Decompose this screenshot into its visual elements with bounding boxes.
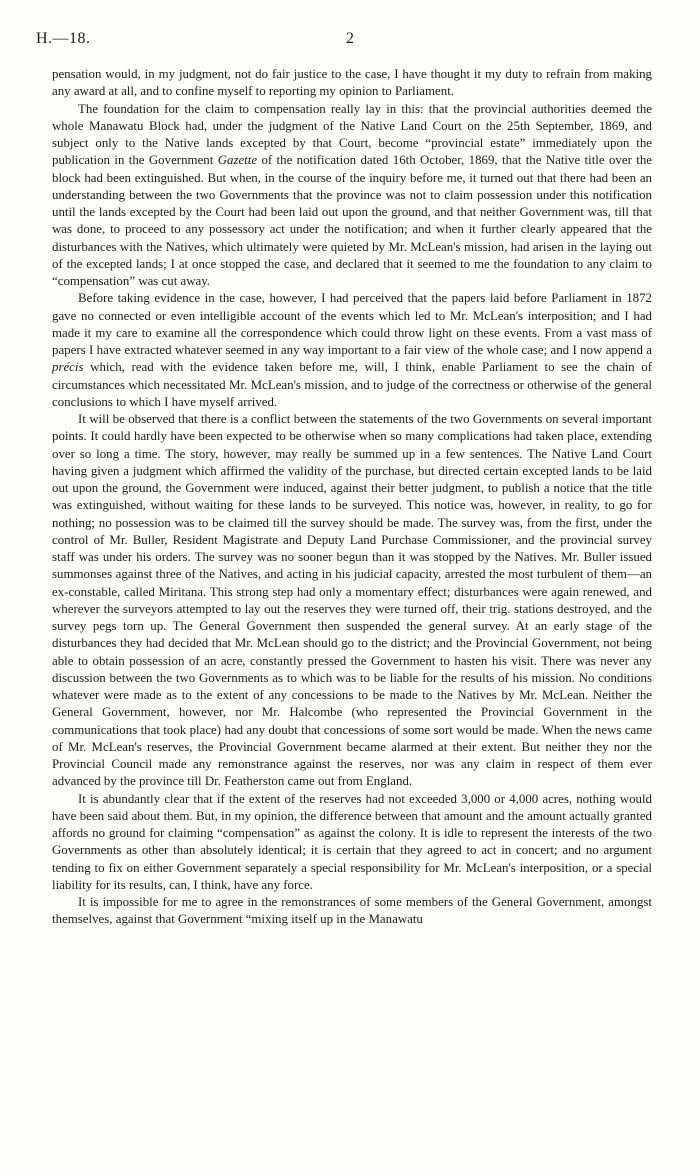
- paragraph: [52, 66, 652, 101]
- paragraph: [52, 101, 652, 291]
- body-text: [52, 66, 652, 929]
- paragraph: [52, 290, 652, 411]
- page-header: [36, 30, 664, 54]
- paragraph-text: pensation would, in my judgment, not do fair justice to the case, I have thought it my duty to refrain from making any award at all, and to confine myself to reporting my opinion to Parliament.: [52, 67, 652, 99]
- paragraph-text: It is impossible for me to agree in the remonstrances of some members of the General Government, amongst themselves, against that Government “mixing itself up in the Manawatu: [52, 895, 652, 927]
- paragraph-text: Before taking evidence in the case, however, I had perceived that the papers laid before Parliament in 1872 gave no connected or even intelligible account of the events which led to Mr. McLean's interposition; and I had made it my care to examine all the correspondence which could throw light on these events. From a vast mass of papers I have extracted whatever seemed in any way important to a fair view of the whole case; and I now append a: [52, 291, 652, 357]
- italic-text: Gazette: [217, 153, 258, 168]
- paragraph-text: which, read with the evidence taken before me, will, I think, enable Parliament to see the chain of circumstances which necessitated Mr. McLean's mission, and to judge of the correctness or otherwise of the general conclusions to which I have myself arrived.: [52, 360, 652, 409]
- paragraph-text: of the notification dated 16th October, 1869, that the Native title over the block had been extinguished. But when, in the course of the inquiry before me, it turned out that there had been an understanding between the two Governments that the province was not to claim possession under this notification until the lands excepted by the Court had been laid out upon the ground, and that neither Government was, till that was done, to proceed to any possessory act under the notification; and when it further clearly appeared that the disturbances with the Natives, which ultimately were quieted by Mr. McLean's mission, had arisen in the laying out of the excepted lands; I at once stopped the case, and declared that it seemed to me the foundation to any claim to “compensation” was cut away.: [52, 153, 652, 288]
- paragraph-text: The foundation for the claim to compensation really lay in this: that the provincial authorities deemed the whole Manawatu Block had, under the judgment of the Native Land Court on the 25th September, 1869, and subject only to the Native lands excepted by that Court, become “provincial estate” immediately upon the publication in the Government: [52, 101, 652, 168]
- paragraph: [52, 411, 652, 791]
- paragraph-text: It will be observed that there is a conflict between the statements of the two Governments on several important points. It could hardly have been expected to be otherwise when so many complications had taken place, extending over so long a time. The story, however, may really be summed up in a few sentences. The Native Land Court having given a judgment which affirmed the validity of the purchase, but directed certain excepted lands to be laid out upon the ground, the Government were induced, against their better judgment, to publish a notice that the title was extinguished, without waiting for these lands to be surveyed. This notice was, however, in reality, to go for nothing; no possession was to be claimed till the survey should be made. The survey was, from the first, under the control of Mr. Buller, Resident Magistrate and Deputy Land Purchase Commissioner, and the provincial survey staff was under his orders. The survey was no sooner begun than it was stopped by the Natives. Mr. Buller issued summonses against three of the Natives, and acting in his judicial capacity, arrested the most turbulent of them—an ex-constable, called Miritana. This strong step had only a momentary effect; disturbances were again renewed, and wherever the surveyors attempted to lay out the reserves they were turned off, their trig. stations destroyed, and the survey pegs torn up. The General Government then suspended the general survey. At an early stage of the disturbances they had decided that Mr. McLean should go to the district; and the Provincial Government, not being able to obtain possession of an acre, constantly pressed the Government to hasten his visit. There was never any discussion between the two Governments as to which was to be liable for the results of his mission. No conditions whatever were made as to the extent of any concessions to be made to the Natives by Mr. McLean. Neither the General Government, however, nor Mr. Halcombe (who represented the Provincial Government in the communications that took place) had any doubt that concessions of some sort would be made. When the news came of Mr. McLean's reserves, the Provincial Government became alarmed at their extent. But neither they nor the Provincial Council made any remonstrance against the reserves, nor was any claim in respect of them ever advanced by the province till Dr. Featherston came out from England.: [52, 412, 652, 789]
- italic-text: précis: [52, 360, 84, 375]
- paragraph: [52, 894, 652, 929]
- paragraph: [52, 791, 652, 895]
- paragraph-text: It is abundantly clear that if the extent of the reserves had not exceeded 3,000 or 4,000 acres, nothing would have been said about them. But, in my opinion, the difference between that amount and the amount actually granted affords no ground for claiming “compensation” as against the colony. It is idle to represent the interests of the two Governments as other than absolutely identical; it is certain that they agreed to act in concert; and no argument tending to fix on either Government separately a special responsibility for Mr. McLean's interposition, or a special liability for its results, can, I think, have any force.: [52, 791, 652, 892]
- page-number: 2: [346, 30, 354, 47]
- document-code: H.—18.: [36, 30, 91, 47]
